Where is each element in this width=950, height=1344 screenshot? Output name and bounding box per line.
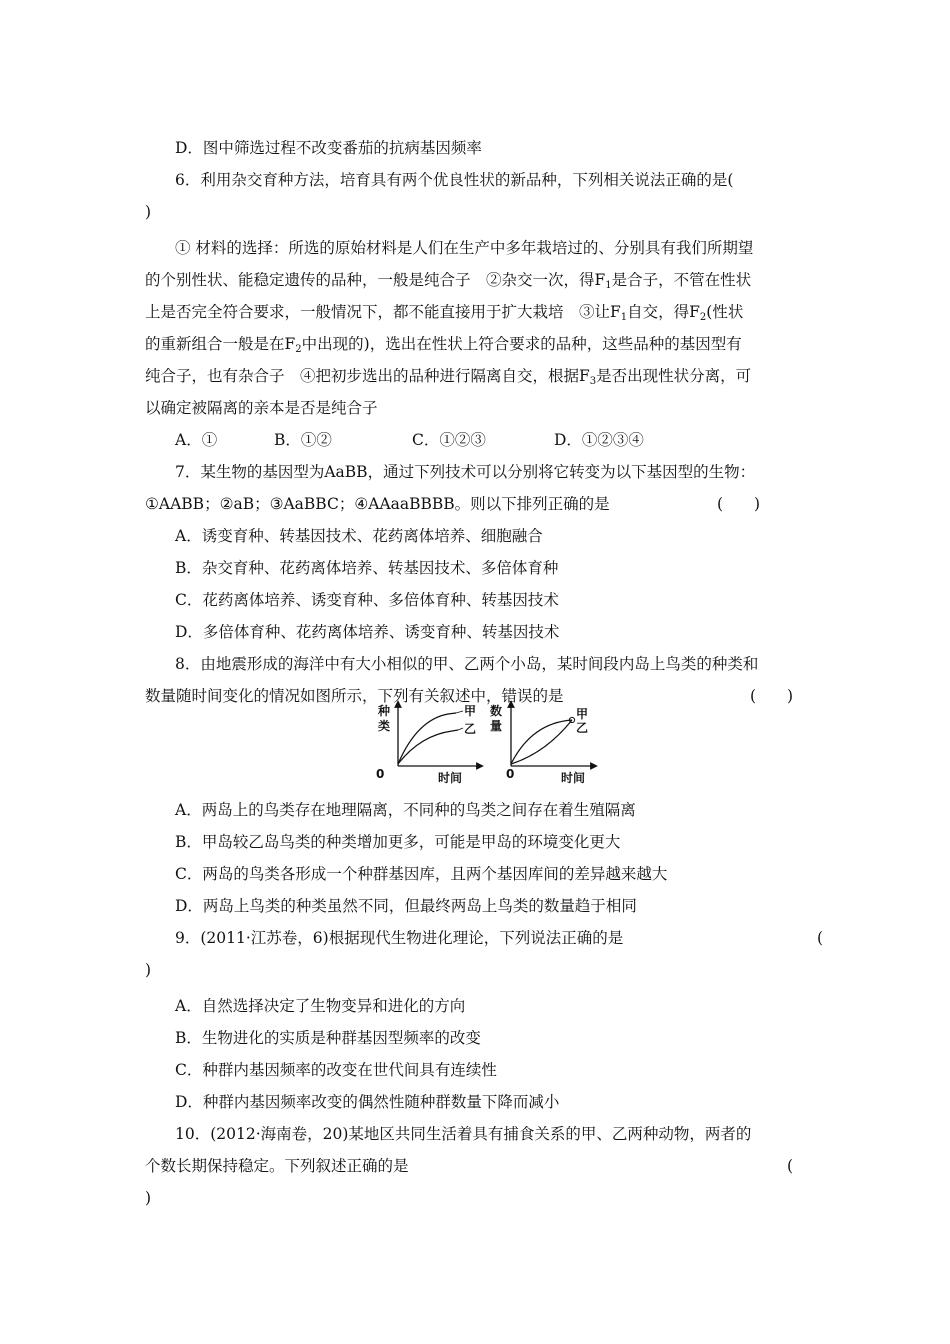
right-origin: 0 bbox=[506, 767, 515, 781]
q7-option-d: D．多倍体育种、花药离体培养、诱变育种、转基因技术 bbox=[175, 623, 560, 641]
left-ylabel-1: 种 bbox=[378, 704, 391, 718]
q9-paren-close: ) bbox=[145, 961, 152, 979]
q6-line-3: 上是否完全符合要求，一般情况下，都不能直接用于扩大栽培 ③让$F_1$自交，得$F_2$(性状 bbox=[145, 303, 744, 323]
q6-line-4: 的重新组合一般是在$F_2$中出现的)，选出在性状上符合要求的品种，这些品种的基因型有 bbox=[145, 335, 742, 355]
q8-option-a: A．两岛上的鸟类存在地理隔离，不同种的鸟类之间存在着生殖隔离 bbox=[175, 801, 636, 819]
q9-option-d: D．种群内基因频率改变的偶然性随种群数量下降而减小 bbox=[175, 1093, 560, 1111]
q8-answer-paren: ( ) bbox=[750, 687, 794, 705]
right-curve-upper bbox=[511, 720, 572, 764]
left-series-yi: 乙 bbox=[464, 722, 477, 736]
right-ylabel-1: 数 bbox=[490, 704, 503, 718]
q7-option-c: C．花药离体培养、诱变育种、多倍体育种、转基因技术 bbox=[175, 591, 559, 609]
island-birds-figure bbox=[368, 700, 598, 784]
q6-option-d: D．①②③④ bbox=[554, 431, 644, 449]
q9-option-c: C．种群内基因频率的改变在世代间具有连续性 bbox=[175, 1061, 497, 1079]
q7-option-b: B．杂交育种、花药离体培养、转基因技术、多倍体育种 bbox=[175, 559, 559, 577]
right-xlabel: 时间 bbox=[561, 771, 586, 784]
q6-option-c: C．①②③ bbox=[412, 431, 486, 449]
q6-line-2: 的个别性状、能稳定遗传的品种，一般是纯合子 ②杂交一次，得$F_1$是合子，不管在性状 bbox=[145, 271, 752, 291]
q6-option-a: A．① bbox=[175, 431, 218, 449]
q10-paren-close: ) bbox=[145, 1189, 152, 1207]
q9-paren-open: ( bbox=[817, 929, 824, 947]
q9-option-b: B．生物进化的实质是种群基因型频率的改变 bbox=[175, 1029, 481, 1047]
q6-line-1: ① 材料的选择：所选的原始材料是人们在生产中多年栽培过的、分别具有我们所期望 bbox=[175, 239, 754, 257]
right-series-jia: 甲 bbox=[576, 707, 589, 721]
q10-line-1: 10．(2012·海南卷，20)某地区共同生活着具有捕食关系的甲、乙两种动物，两者的 bbox=[175, 1125, 752, 1143]
q6-stem: 6．利用杂交育种方法，培育具有两个优良性状的新品种，下列相关说法正确的是( bbox=[175, 171, 734, 189]
q7-line-1: 7．某生物的基因型为AaBB，通过下列技术可以分别将它转变为以下基因型的生物： bbox=[175, 463, 756, 481]
q7-answer-paren: ( ) bbox=[717, 495, 761, 513]
q8-option-b: B．甲岛较乙岛鸟类的种类增加更多，可能是甲岛的环境变化更大 bbox=[175, 833, 621, 851]
q5-option-d: D．图中筛选过程不改变番茄的抗病基因频率 bbox=[175, 139, 482, 157]
quantity-panel bbox=[490, 703, 594, 784]
q9-option-a: A．自然选择决定了生物变异和进化的方向 bbox=[175, 997, 466, 1015]
left-ylabel-2: 类 bbox=[378, 719, 391, 733]
q8-option-d: D．两岛上鸟类的种类虽然不同，但最终两岛上鸟类的数量趋于相同 bbox=[175, 897, 637, 915]
q8-line-1: 8．由地震形成的海洋中有大小相似的甲、乙两个小岛，某时间段内岛上鸟类的种类和 bbox=[175, 655, 759, 673]
q6-stem-close: ) bbox=[145, 203, 152, 221]
right-curve-lower bbox=[511, 720, 572, 764]
q7-line-2: ①AABB；②aB；③AaBBC；④AAaaBBBB。则以下排列正确的是 bbox=[145, 495, 610, 513]
right-series-yi: 乙 bbox=[576, 721, 589, 735]
q9-line-1: 9．(2011·江苏卷，6)根据现代生物进化理论，下列说法正确的是 bbox=[175, 929, 624, 947]
q7-option-a: A．诱变育种、转基因技术、花药离体培养、细胞融合 bbox=[175, 527, 543, 545]
species-panel bbox=[376, 703, 480, 784]
q6-line-6: 以确定被隔离的亲本是否是纯合子 bbox=[145, 399, 378, 417]
q10-line-2: 个数长期保持稳定。下列叙述正确的是 bbox=[145, 1157, 409, 1175]
left-series-jia: 甲 bbox=[464, 704, 477, 718]
q10-paren-open: ( bbox=[787, 1157, 794, 1175]
left-origin: 0 bbox=[376, 767, 385, 781]
left-xlabel: 时间 bbox=[438, 771, 463, 784]
q8-option-c: C．两岛的鸟类各形成一个种群基因库，且两个基因库间的差异越来越大 bbox=[175, 865, 668, 883]
q8-line-2: 数量随时间变化的情况如图所示，下列有关叙述中，错误的是 bbox=[145, 687, 564, 705]
q6-line-5: 纯合子，也有杂合子 ④把初步选出的品种进行隔离自交，根据$F_3$是否出现性状分离，可 bbox=[145, 367, 752, 387]
right-ylabel-2: 量 bbox=[490, 719, 503, 733]
q6-option-b: B．①② bbox=[274, 431, 332, 449]
